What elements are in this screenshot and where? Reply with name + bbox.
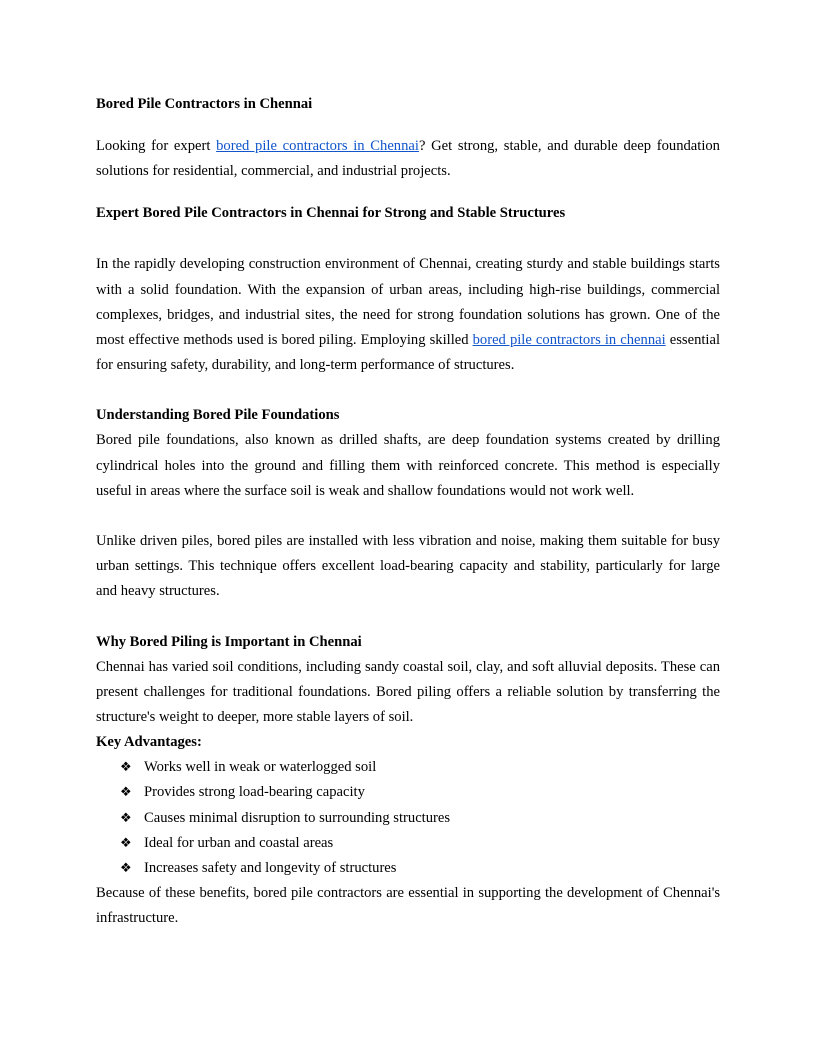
paragraph-understanding-2: Unlike driven piles, bored piles are installed with less vibration and noise, making them suitable for busy urban settings. This technique offers excellent load-bearing capacity and stability, particularly for large and heavy structures. <box>96 533 720 600</box>
list-item-text: Causes minimal disruption to surrounding structures <box>144 809 451 826</box>
list-item <box>96 755 720 780</box>
list-item <box>96 856 720 881</box>
contractors-link[interactable]: bored pile contractors in chennai <box>472 332 666 349</box>
diamond-bullet-icon: ❖ <box>120 760 132 776</box>
diamond-bullet-icon: ❖ <box>120 810 132 826</box>
diamond-bullet-icon: ❖ <box>120 785 132 801</box>
paragraph-text-before: In the rapidly developing construction environment of Chennai, creating sturdy and stable buildings starts with a solid foundation. With the expansion of urban areas, including high-rise buildings, commercial complexes, bridges, and industrial sites, the need for strong foundation solutions has grown. One of the most effective methods used is bored piling. Employing skilled <box>96 256 720 349</box>
list-item <box>96 780 720 805</box>
intro-paragraph <box>96 134 720 184</box>
list-item-text: Works well in weak or waterlogged soil <box>144 759 377 776</box>
paragraph-understanding-1: Bored pile foundations, also known as drilled shafts, are deep foundation systems created by drilling cylindrical holes into the ground and filling them with reinforced concrete. This method is especially useful in areas where the surface soil is weak and shallow foundations would not work well. <box>96 432 720 499</box>
document-title: Bored Pile Contractors in Chennai <box>96 96 313 112</box>
paragraph-text-after: essential for ensuring safety, durability, and long-term performance of structures. <box>96 332 721 374</box>
intro-text-after: ? Get strong, stable, and durable deep foundation solutions for residential, commercial, and industrial projects. <box>96 138 720 180</box>
paragraph-why: Chennai has varied soil conditions, including sandy coastal soil, clay, and soft alluvial deposits. These can present challenges for traditional foundations. Bored piling offers a reliable solution by transferring the structure's weight to deeper, more stable layers of soil. <box>96 658 720 726</box>
paragraph-intro-construction <box>96 252 720 378</box>
list-item-text: Provides strong load-bearing capacity <box>144 784 365 801</box>
diamond-bullet-icon: ❖ <box>120 835 132 851</box>
document-page <box>96 92 720 932</box>
closing-paragraph: Because of these benefits, bored pile contractors are essential in supporting the development of Chennai's infrastructure. <box>96 885 720 927</box>
list-item-text: Increases safety and longevity of structures <box>144 860 397 877</box>
document-subtitle: Expert Bored Pile Contractors in Chennai for Strong and Stable Structures <box>96 205 566 222</box>
advantages-list <box>96 755 720 881</box>
diamond-bullet-icon: ❖ <box>120 861 132 877</box>
section-heading-understanding: Understanding Bored Pile Foundations <box>96 407 340 424</box>
list-item <box>96 806 720 831</box>
section-heading-why: Why Bored Piling is Important in Chennai <box>96 633 362 650</box>
list-item <box>96 831 720 856</box>
intro-link[interactable]: bored pile contractors in Chennai <box>216 138 419 154</box>
advantages-heading: Key Advantages: <box>96 734 202 751</box>
intro-text-before: Looking for expert <box>96 138 217 154</box>
list-item-text: Ideal for urban and coastal areas <box>144 834 334 851</box>
